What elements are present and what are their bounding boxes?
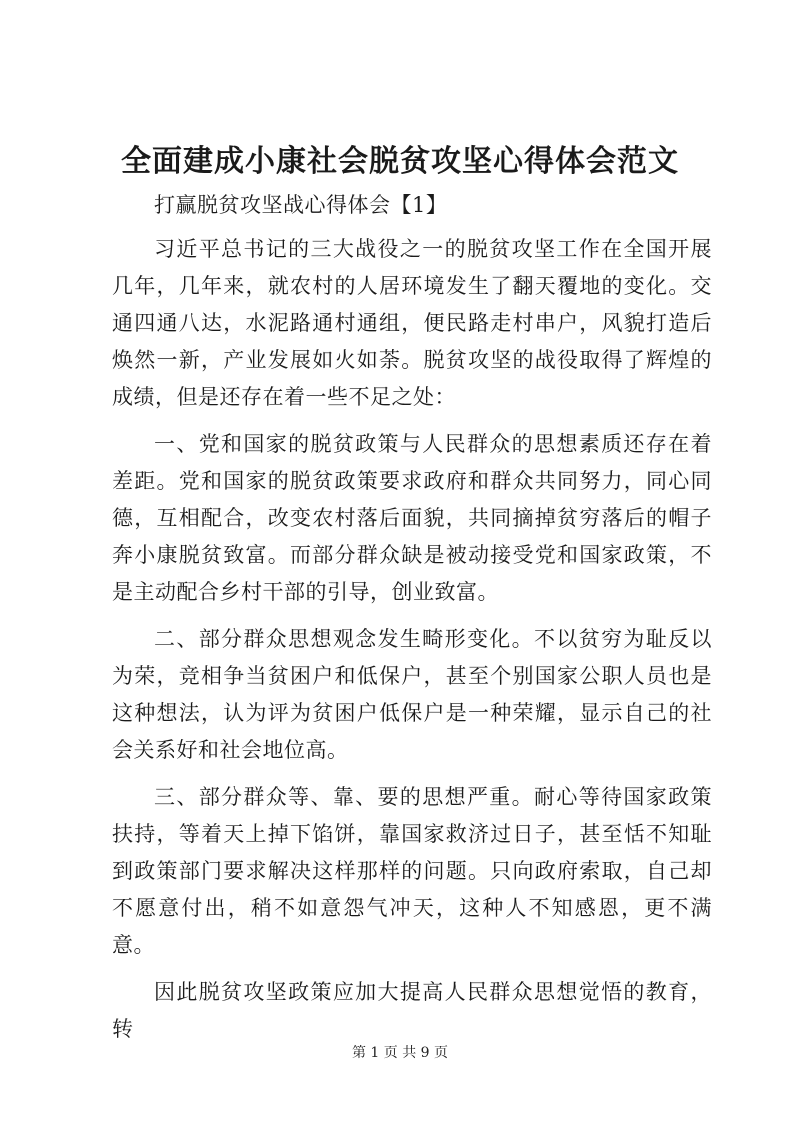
paragraph-conclusion: 因此脱贫攻坚政策应加大提高人民群众思想觉悟的教育，转 [112, 980, 712, 1041]
document-title: 全面建成小康社会脱贫攻坚心得体会范文 [121, 144, 679, 179]
page-number-footer: 第 1 页 共 9 页 [351, 1045, 449, 1061]
paragraph-point-2: 二、部分群众思想观念发生畸形变化。不以贫穷为耻反以为荣，竞相争当贫困户和低保户，甚至个别国家公职人员也是这种想法，认为评为贫困户低保户是一种荣耀，显示自己的社会关系好和社会地位高。 [112, 627, 712, 762]
paragraph-point-3: 三、部分群众等、靠、要的思想严重。耐心等待国家政策扶持，等着天上掉下馅饼，靠国家救济过日子，甚至恬不知耻到政策部门要求解决这样那样的问题。只向政府索取，自己却不愿意付出，稍不如意怨气冲天，这种人不知感恩，更不满意。 [112, 785, 712, 957]
section-heading: 打赢脱贫攻坚战心得体会【1】 [154, 193, 448, 217]
document-body [112, 187, 712, 1058]
paragraph-point-1: 一、党和国家的脱贫政策与人民群众的思想素质还存在着差距。党和国家的脱贫政策要求政府和群众共同努力，同心同德，互相配合，改变农村落后面貌，共同摘掉贫穷落后的帽子奔小康脱贫致富。而部分群众缺是被动接受党和国家政策，不是主动配合乡村干部的引导，创业致富。 [112, 432, 712, 604]
paragraph-intro: 习近平总书记的三大战役之一的脱贫攻坚工作在全国开展几年，几年来，就农村的人居环境发生了翻天覆地的变化。交通四通八达，水泥路通村通组，便民路走村串户，风貌打造后焕然一新，产业发展如火如荼。脱贫攻坚的战役取得了辉煌的成绩，但是还存在着一些不足之处： [112, 237, 712, 409]
